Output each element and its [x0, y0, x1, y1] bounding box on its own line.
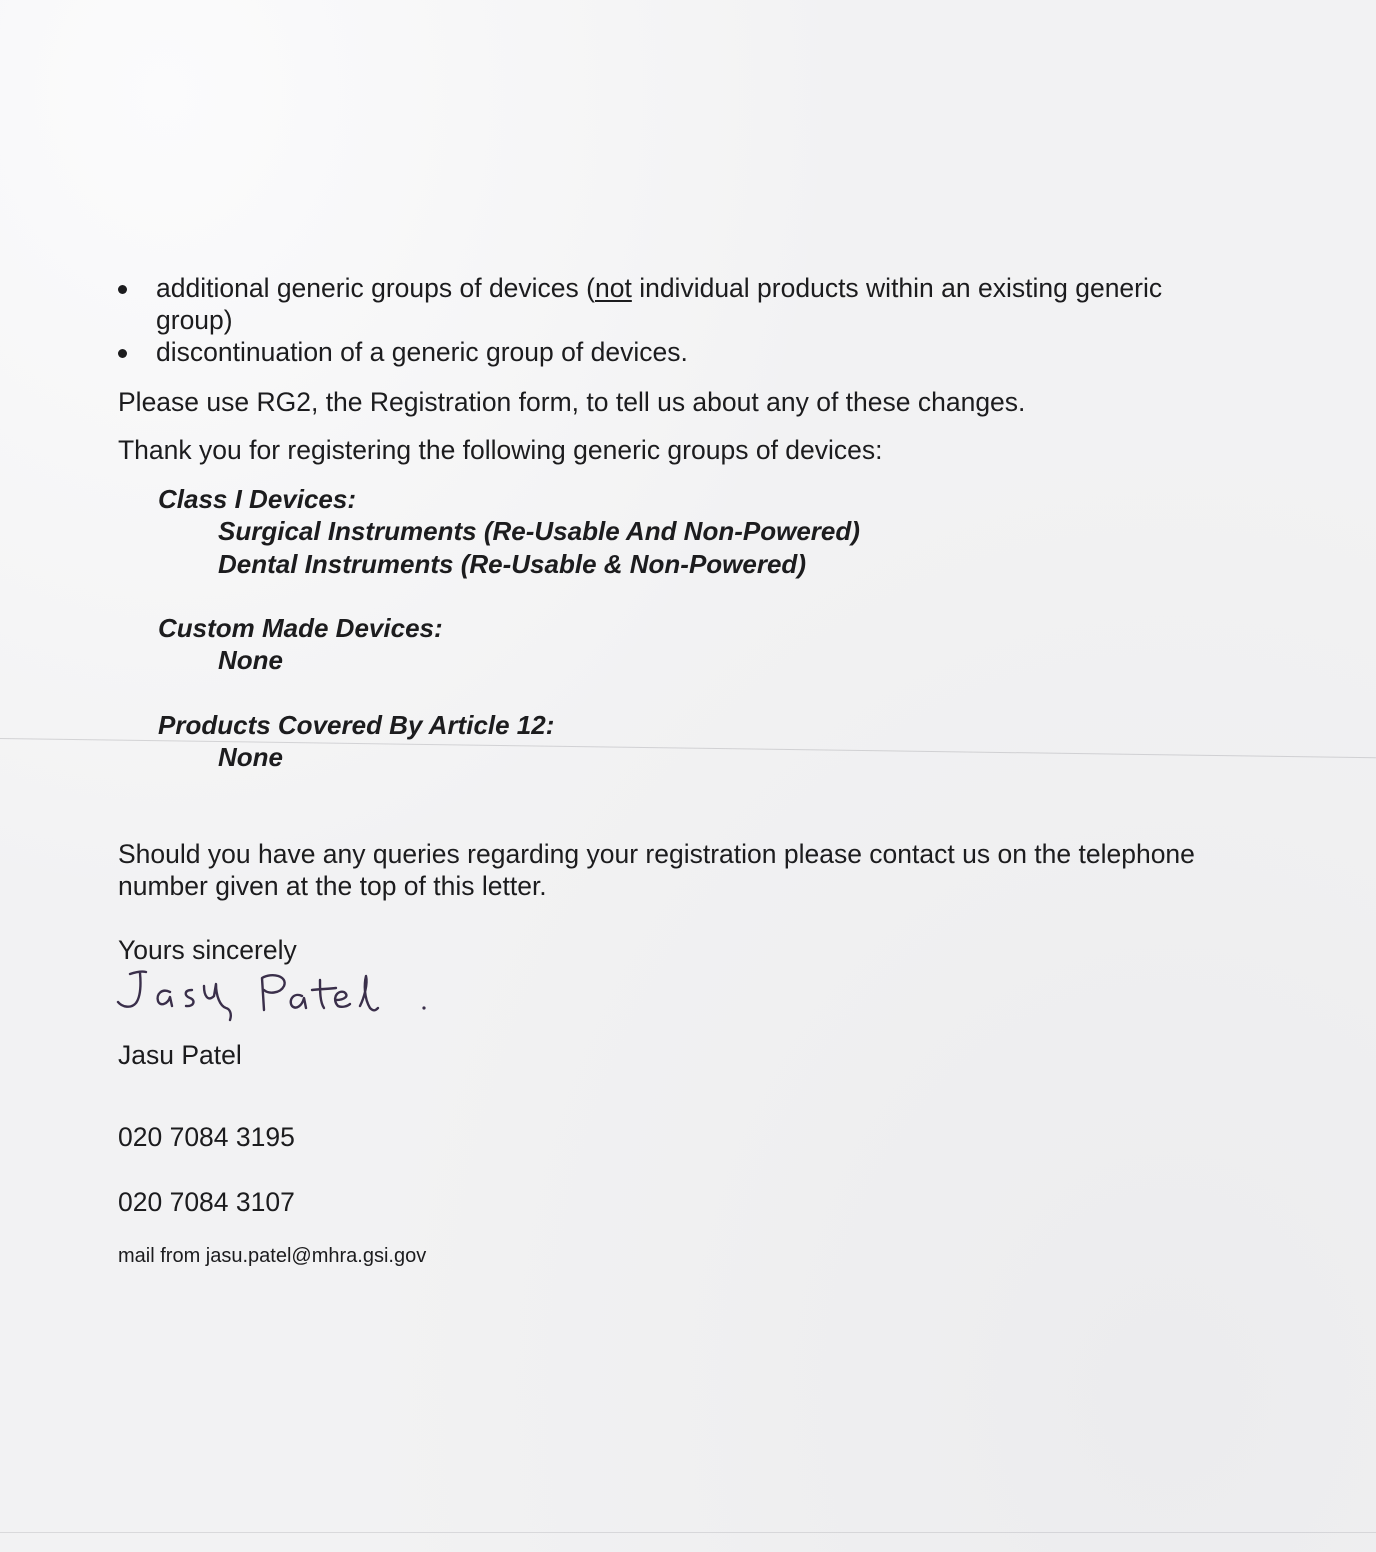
bullet-text: discontinuation of a generic group of devices. [156, 337, 688, 367]
bullet-text-after: individual products within an existing generic [631, 273, 1163, 303]
list-item [110, 272, 1230, 336]
underlined-word: not [594, 273, 632, 303]
handwritten-signature [112, 962, 442, 1032]
class1-heading: Class I Devices: [158, 484, 357, 514]
bullet-text-continued: group) [156, 305, 233, 335]
fax-number: 020 7084 3107 [118, 1187, 295, 1217]
closing-salutation: Yours sincerely [118, 935, 297, 965]
signatory-name: Jasu Patel [118, 1040, 242, 1070]
rg2-paragraph: Please use RG2, the Registration form, to tell us about any of these changes. [118, 387, 1026, 417]
fold-line [0, 738, 1376, 758]
telephone-number: 020 7084 3195 [118, 1122, 295, 1152]
thanks-paragraph: Thank you for registering the following generic groups of devices: [118, 435, 883, 465]
fold-line [0, 1532, 1376, 1533]
queries-line-1: Should you have any queries regarding your registration please contact us on the telephone [118, 839, 1195, 869]
changes-bullet-list [110, 272, 1230, 368]
bullet-text-before: additional generic groups of devices ( [156, 273, 595, 303]
bullet-icon [118, 285, 127, 294]
article12-item: None [218, 742, 283, 772]
article12-heading: Products Covered By Article 12: [158, 710, 555, 740]
custom-item: None [218, 645, 283, 675]
queries-line-2: number given at the top of this letter. [118, 871, 547, 901]
class1-item: Dental Instruments (Re-Usable & Non-Powered) [218, 549, 806, 579]
bullet-icon [118, 349, 127, 358]
class1-item: Surgical Instruments (Re-Usable And Non-Powered) [218, 516, 860, 546]
email-note: mail from jasu.patel@mhra.gsi.gov [118, 1245, 427, 1267]
list-item [110, 336, 1230, 368]
custom-heading: Custom Made Devices: [158, 613, 443, 643]
